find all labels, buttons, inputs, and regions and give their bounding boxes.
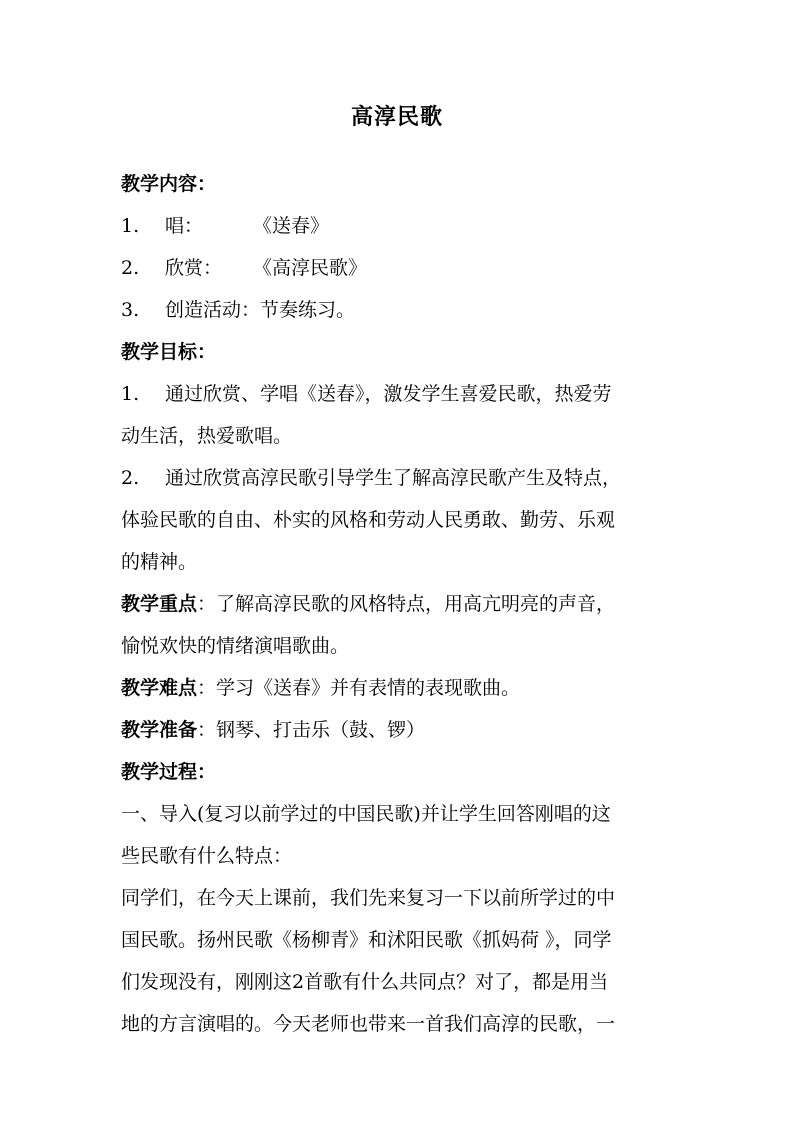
process-2-line-3: 们发现没有，刚刚这2首歌有什么共同点？对了，都是用当 xyxy=(121,971,609,993)
item-value: 《高淳民歌》 xyxy=(253,257,368,279)
content-heading: 教学内容： xyxy=(121,173,217,195)
preparation-line: 教学准备：钢琴、打击乐（鼓、锣） xyxy=(121,719,426,741)
content-item-2 xyxy=(121,247,676,289)
item-value: 《送春》 xyxy=(253,215,330,237)
process-heading: 教学过程： xyxy=(121,761,217,783)
item-number: 3. xyxy=(121,299,140,321)
item-label: 欣赏： xyxy=(165,257,223,279)
item-number: 2. xyxy=(121,257,140,279)
goals-heading: 教学目标： xyxy=(121,341,217,363)
item-text: 创造活动：节奏练习。 xyxy=(165,299,356,321)
difficulty-line: 教学难点：学习《送春》并有表情的表现歌曲。 xyxy=(121,677,521,699)
preparation-label: 教学准备 xyxy=(121,719,198,741)
process-1-line-2: 些民歌有什么特点： xyxy=(121,845,293,867)
document-title: 高淳民歌 xyxy=(350,104,443,130)
key-points-line-1: 教学重点：了解高淳民歌的风格特点，用高亢明亮的声音， xyxy=(121,593,616,615)
goal-2-line-2: 体验民歌的自由、朴实的风格和劳动人民勇敢、勤劳、乐观 xyxy=(121,509,616,531)
difficulty-label: 教学难点 xyxy=(121,677,198,699)
process-2-line-1: 同学们，在今天上课前，我们先来复习一下以前所学过的中 xyxy=(121,887,616,909)
goal-2-line-1: 2. 通过欣赏高淳民歌引导学生了解高淳民歌产生及特点， xyxy=(121,467,622,489)
process-2-line-2: 国民歌。扬州民歌《杨柳青》和沭阳民歌《抓妈荷 》，同学 xyxy=(121,929,612,951)
content-item-3 xyxy=(121,289,676,331)
key-points-label: 教学重点 xyxy=(121,593,198,615)
process-1-line-1: 一、导入(复习以前学过的中国民歌)并让学生回答刚唱的这 xyxy=(121,803,611,825)
goal-1-line-1: 1. 通过欣赏、学唱《送春》，激发学生喜爱民歌，热爱劳 xyxy=(121,383,612,405)
key-points-line-2: 愉悦欢快的情绪演唱歌曲。 xyxy=(121,635,350,657)
item-label: 唱： xyxy=(165,215,204,237)
goal-2-line-3: 的精神。 xyxy=(121,551,198,573)
document-body xyxy=(121,163,676,1045)
goal-1-line-2: 动生活，热爱歌唱。 xyxy=(121,425,293,447)
content-item-1 xyxy=(121,205,676,247)
item-number: 1. xyxy=(121,215,140,237)
process-2-line-4: 地的方言演唱的。今天老师也带来一首我们高淳的民歌，一 xyxy=(121,1013,616,1035)
